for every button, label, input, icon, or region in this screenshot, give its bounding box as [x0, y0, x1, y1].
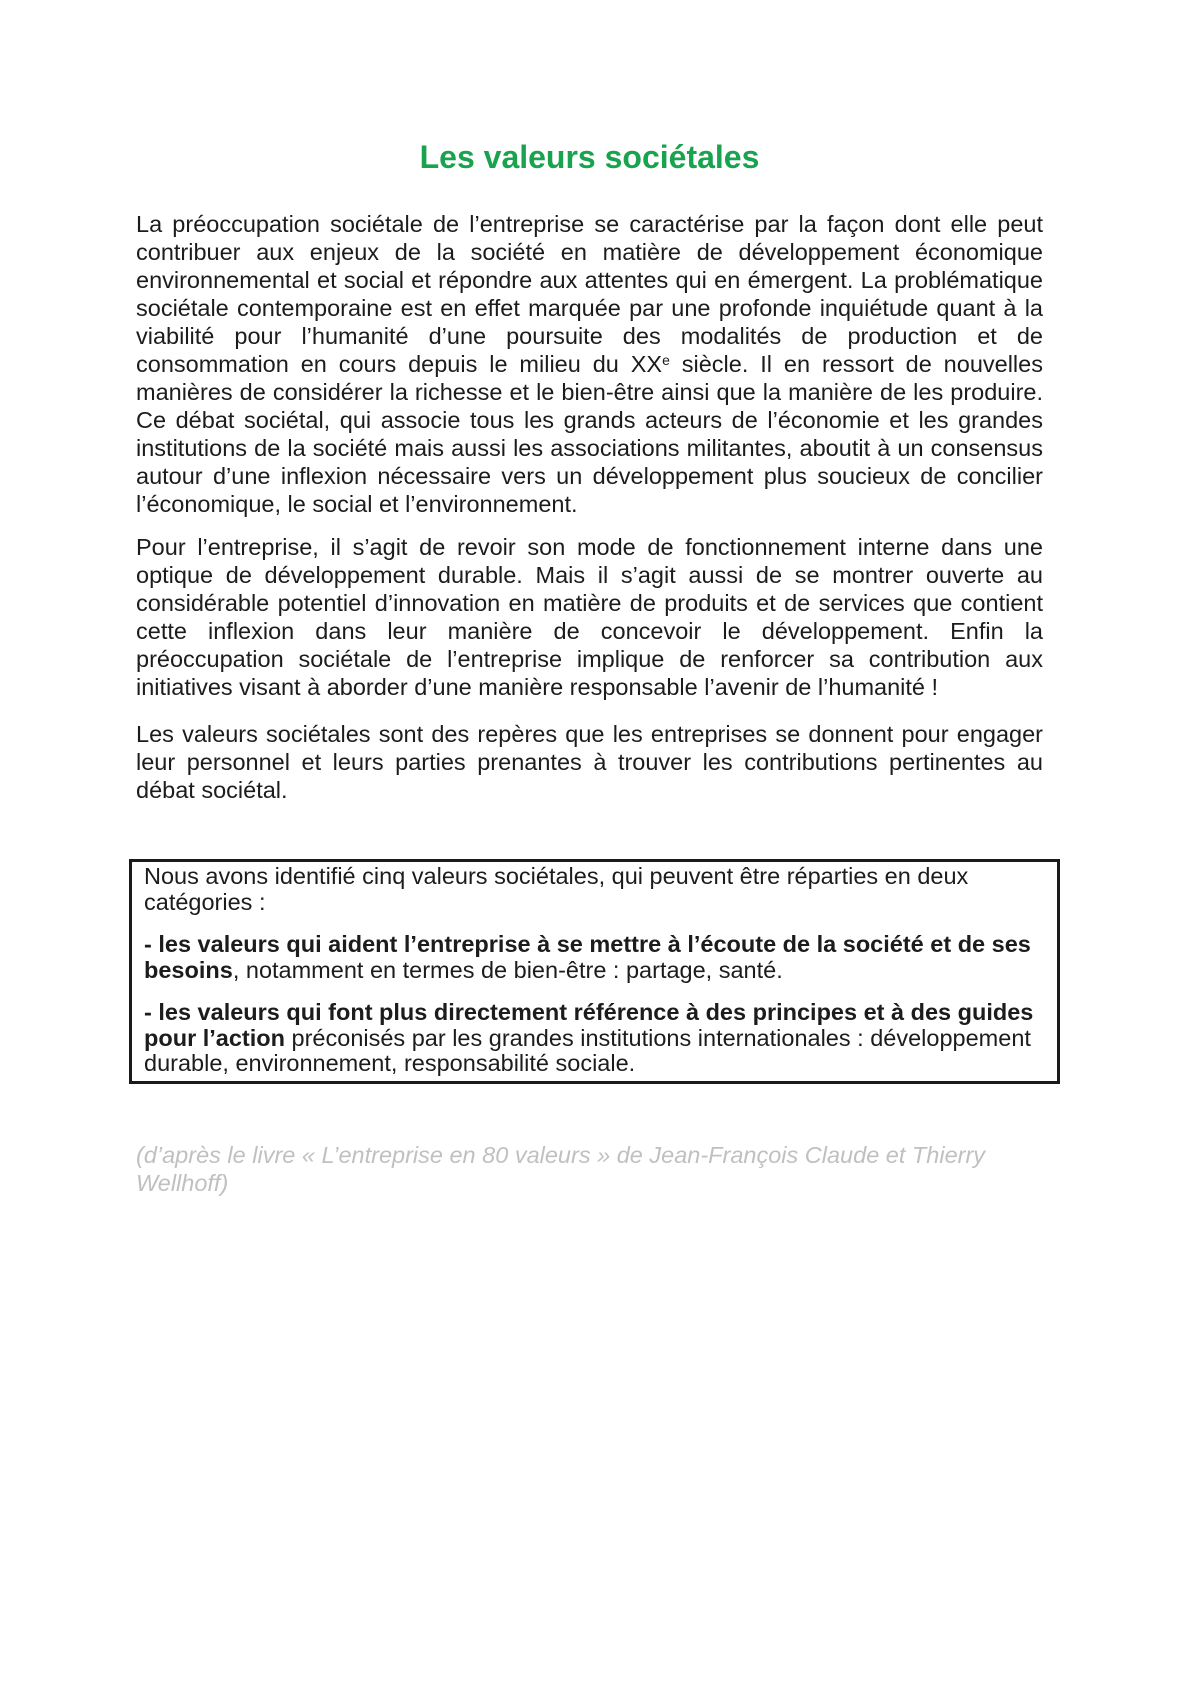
- xx-century-superscript: e: [662, 352, 670, 368]
- paragraph-values-definition: Les valeurs sociétales sont des repères que les entreprises se donnent pour engager leur personnel et leurs parties prenantes à trouver les contributions pertinentes au débat sociétal.: [136, 721, 1043, 803]
- callout-item-2-bold: - les valeurs qui font plus directement référence à des principes et à des guides pour l’action: [144, 999, 1034, 1051]
- page-title: Les valeurs sociétales: [419, 139, 760, 175]
- callout-item-principles-values: [144, 1000, 1043, 1077]
- document-content: [136, 0, 1043, 1197]
- paragraph-1-text-after-superscript: siècle. Il en ressort de nouvelles manières de considérer la richesse et le bien-être ainsi que la manière de les produire. Ce débat sociétal, qui associe tous les grands acteurs de l’économie et les grandes institutions de la société mais aussi les associations militantes, aboutit à un consensus autour d’une inflexion nécessaire vers un développement plus soucieux de concilier l’économique, le social et l’environnement.: [136, 351, 1043, 517]
- callout-item-1-rest: , notamment en termes de bien-être : partage, santé.: [232, 956, 783, 983]
- callout-item-listening-values: [144, 932, 1043, 983]
- callout-item-2-rest: préconisés par les grandes institutions internationales : développement durable, environnement, responsabilité sociale.: [144, 1024, 1031, 1076]
- paragraph-1-text-before-superscript: La préoccupation sociétale de l’entreprise se caractérise par la façon dont elle peut contribuer aux enjeux de la société en matière de développement économique environnemental et social et répondre aux attentes qui en émergent. La problématique sociétale contemporaine est en effet marquée par une profonde inquiétude quant à la viabilité pour l’humanité d’une poursuite des modalités de production et de consommation en cours depuis le milieu du XX: [136, 211, 1043, 377]
- callout-item-1-bold: - les valeurs qui aident l’entreprise à se mettre à l’écoute de la société et de ses besoins: [144, 931, 1031, 983]
- callout-intro: Nous avons identifié cinq valeurs sociétales, qui peuvent être réparties en deux catégories :: [144, 863, 969, 915]
- callout-box: [129, 859, 1060, 1084]
- book-citation: (d’après le livre « L’entreprise en 80 valeurs » de Jean-François Claude et Thierry Wellhoff): [136, 1141, 986, 1196]
- paragraph-societal-concern: [136, 210, 1043, 518]
- paragraph-enterprise-mode: Pour l’entreprise, il s’agit de revoir son mode de fonctionnement interne dans une optique de développement durable. Mais il s’agit aussi de se montrer ouverte au considérable potentiel d’innovation en matière de produits et de services que contient cette inflexion dans leur manière de concevoir le développement. Enfin la préoccupation sociétale de l’entreprise implique de renforcer sa contribution aux initiatives visant à aborder d’une manière responsable l’avenir de l’humanité !: [136, 534, 1043, 700]
